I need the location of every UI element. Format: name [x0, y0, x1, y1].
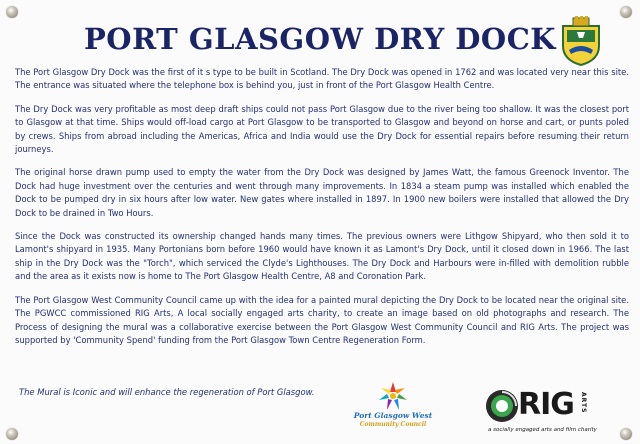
bolt-icon — [620, 6, 632, 18]
board-title: PORT GLASGOW DRY DOCK — [84, 22, 556, 56]
pgwcc-subtitle: Community Council — [359, 421, 427, 428]
town-crest-icon — [557, 16, 605, 66]
bolt-icon — [6, 428, 18, 440]
bolt-icon — [620, 428, 632, 440]
rig-name: RIG — [518, 387, 574, 422]
bolt-icon — [6, 6, 18, 18]
paragraph-2: The Dry Dock was very profitable as most deep draft ships could not pass Port Glasgow due to the river being too shallow. It was the closest port to Glasgow at that time. Ships would off-load cargo at Port Glasgow to be transported to Glasgow and beyond on horse and cart, or punts poled by crews. Ships from abroad including the Americas, Africa and India would use the Dry Dock for essential repairs before resuming their return journeys. — [15, 103, 629, 155]
paragraph-5: The Port Glasgow West Community Council came up with the idea for a painted mural depicting the Dry Dock to be located near the original site. The PGWCC commissioned RIG Arts, A local socially engaged arts charity, to create an image based on old photographs and research. The Process of designing the mural was a collaborative exercise between the Port Glasgow West Community Council and RIG Arts. The project was supported by 'Community Spend' funding from the Port Glasgow Town Centre Regeneration Form. — [15, 294, 629, 345]
pgwcc-name: Port Glasgow West — [353, 411, 433, 420]
paragraph-1: The Port Glasgow Dry Dock was the first of it s type to be built in Scotland. The Dry Dock was opened in 1762 and was located very near this site. The entrance was situated where the telephone box is behind you, just in front of the Port Glasgow Health Centre. — [15, 67, 629, 91]
paragraph-4: Since the Dock was constructed its ownership changed hands many times. The previous owners were Lithgow Shipyard, who then sold it to Lamont's shipyard in 1935. Many Portonians born before 1960 would have known it as Lamont's Dry Dock, until it closed down in 1966. The last ship in the Dry Dock was the "Torch", which serviced the Clyde's Lighthouses. The Dry Dock and Harbours were in-filled with demolition rubble and the area as it exists now is home to The Port Glasgow Health Centre, A8 and Coronation Park. — [15, 231, 629, 282]
rig-tagline: a socially engaged arts and film charity — [488, 427, 597, 433]
body-text — [15, 66, 629, 357]
closing-line: The Mural is Iconic and will enhance the regeneration of Port Glasgow. — [19, 387, 315, 397]
paragraph-3: The original horse drawn pump used to empty the water from the Dry Dock was designed by James Watt, the famous Greenock Inventor. The Dock had huge investment over the centuries and went through many improvements. In 1834 a steam pump was installed which enabled the Dock to be pumped dry in six hours after low water. New gates where installed in 1897. In 1900 new boilers were installed that allowed the Dry Dock to be drained in Two Hours. — [15, 167, 629, 218]
rig-arts-label: ARTS — [580, 392, 587, 414]
